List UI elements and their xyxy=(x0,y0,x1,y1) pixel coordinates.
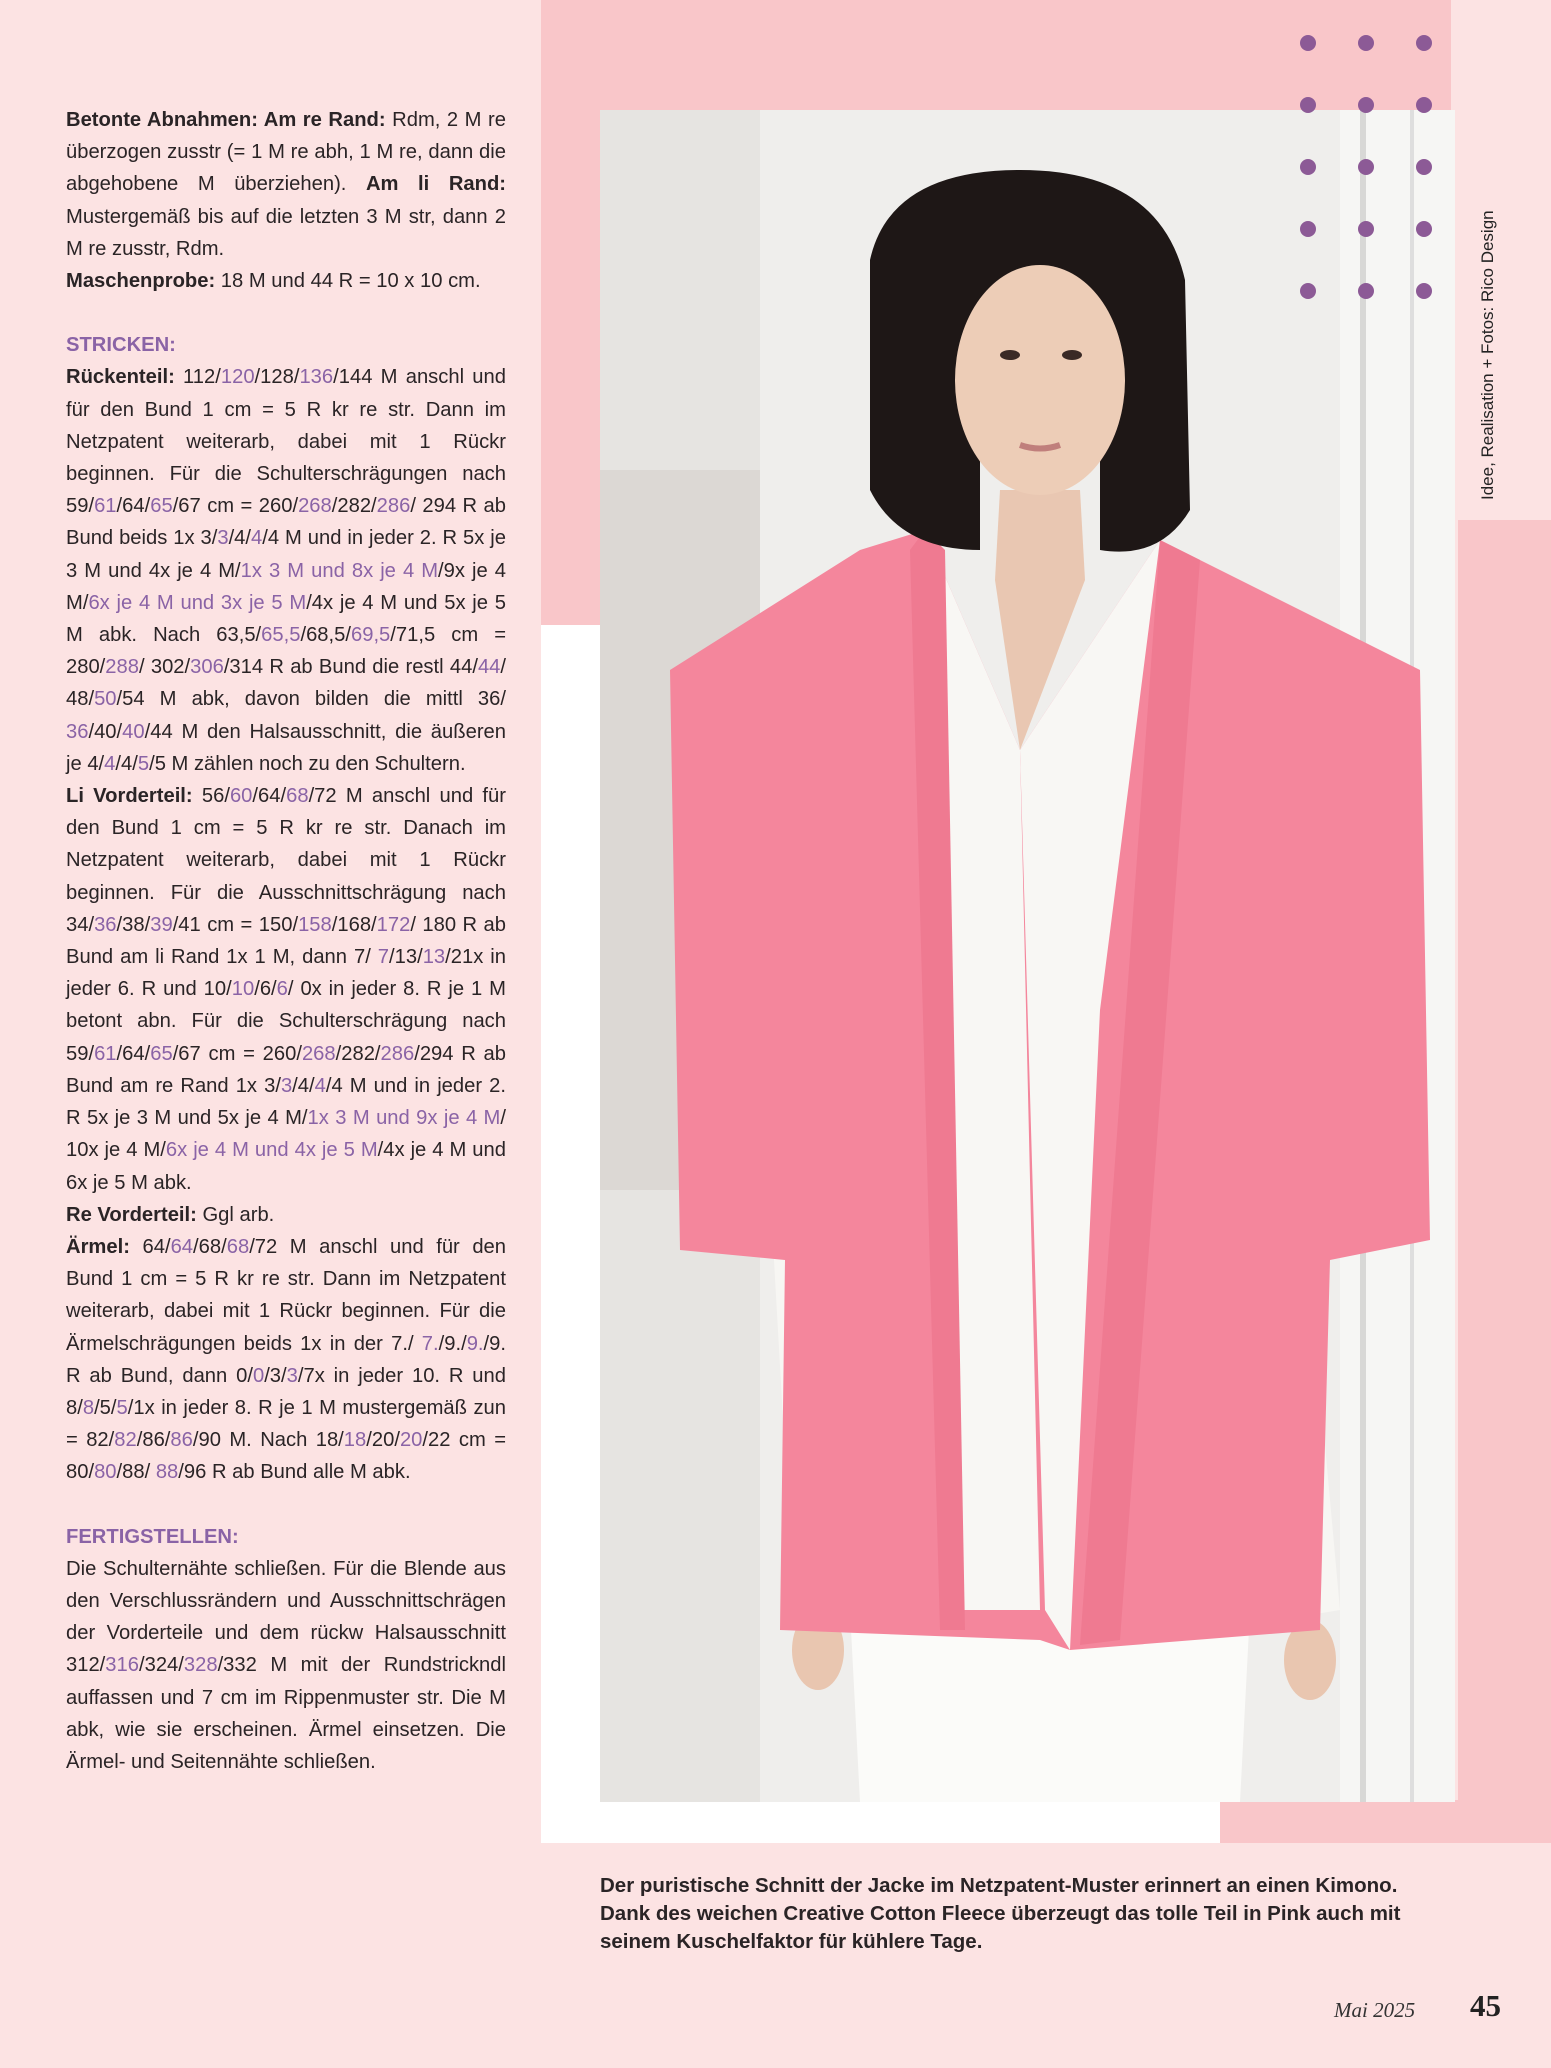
label: Li Vorderteil: xyxy=(66,785,193,808)
size-variant-value: 316 xyxy=(105,1654,139,1677)
size-variant-value: 6x je 4 M und 4x je 5 M xyxy=(165,1139,378,1162)
size-variant-value: 7. xyxy=(421,1332,439,1355)
size-variant-value: 172 xyxy=(376,913,411,936)
text: /64/ xyxy=(116,1042,151,1065)
text: /38/ xyxy=(116,913,151,936)
text: /314 R ab Bund die restl 44/ xyxy=(223,656,478,679)
text: 112/ xyxy=(174,366,221,389)
page-number: 45 xyxy=(1470,1988,1501,2023)
size-variant-value: 5 xyxy=(137,752,150,775)
size-variant-value: 86 xyxy=(170,1429,193,1452)
size-variant-value: 65 xyxy=(150,495,173,518)
text: /128/ xyxy=(254,366,300,389)
left-front-instructions xyxy=(66,780,506,1199)
text: /86/ xyxy=(136,1429,171,1452)
finishing-instructions xyxy=(66,1553,506,1778)
text: /5 M zählen noch zu den Schultern. xyxy=(149,752,466,775)
text: /13/ xyxy=(389,946,423,969)
size-variant-value: 10 xyxy=(231,978,255,1001)
text: /7x in jeder 10. R und 8/ xyxy=(66,1364,506,1419)
dot xyxy=(1300,35,1316,51)
sleeve-instructions xyxy=(66,1231,506,1489)
text: /22 cm = 80/ xyxy=(66,1429,506,1484)
text: /9./ xyxy=(438,1332,467,1355)
text: /68,5/ xyxy=(300,624,351,647)
text: /4x je 4 M und 5x je 5 M abk. Nach 63,5/ xyxy=(66,591,506,647)
size-variant-value: 40 xyxy=(122,720,145,743)
dot xyxy=(1300,283,1316,299)
size-variant-value: 44 xyxy=(477,656,501,679)
text: /41 cm = 150/ xyxy=(172,913,299,936)
text: /20/ xyxy=(366,1429,400,1452)
text: / 10x je 4 M/ xyxy=(66,1107,506,1162)
instructions-column xyxy=(66,104,506,1778)
text: /5/ xyxy=(94,1396,117,1419)
text: /96 R ab Bund alle M abk. xyxy=(178,1461,411,1484)
size-variant-value: 1x 3 M und 8x je 4 M xyxy=(240,559,439,582)
text: / 302/ xyxy=(138,656,191,679)
size-variant-value: 268 xyxy=(298,495,332,518)
size-variant-value: 120 xyxy=(220,366,255,389)
size-variant-value: 20 xyxy=(399,1429,423,1452)
size-variant-value: 268 xyxy=(301,1042,336,1065)
size-variant-value: 3 xyxy=(280,1074,293,1097)
back-piece-instructions xyxy=(66,361,506,780)
text: /324/ xyxy=(138,1654,184,1677)
text: 64/ xyxy=(129,1235,171,1258)
text: /72 M anschl und für den Bund 1 cm = 5 R kr re str. Danach im Netzpatent weiterarb, dabei mit 1 Rückr beginnen. Für die Ausschnittschrägung nach 34/ xyxy=(66,785,506,936)
text: /3/ xyxy=(264,1364,287,1387)
text: /4x je 4 M und 6x je 5 M abk. xyxy=(66,1139,506,1194)
size-variant-value: 7 xyxy=(377,946,390,969)
text: /168/ xyxy=(331,913,377,936)
section-heading-stricken: STRICKEN: xyxy=(66,334,176,357)
size-variant-value: 13 xyxy=(422,946,446,969)
dot xyxy=(1300,221,1316,237)
text: Ggl arb. xyxy=(196,1203,275,1226)
text: Rdm, 2 M re überzogen zusstr (= 1 M re abh, 1 M re, dann die abgehobene M überziehen). xyxy=(66,109,506,196)
size-variant-value: 288 xyxy=(105,656,139,679)
size-variant-value: 39 xyxy=(150,913,173,936)
size-variant-value: 3 xyxy=(286,1364,298,1387)
label: Maschenprobe: xyxy=(66,270,216,293)
text: /21x in jeder 6. R und 10/ xyxy=(66,946,507,1001)
text: /282/ xyxy=(335,1042,381,1065)
text: Die Schulternähte schließen. Für die Blende aus den Verschlussrändern und Ausschnittschrägen der Vorderteile und dem rückw Halsausschnitt 312/ xyxy=(66,1557,506,1677)
size-variant-value: 6x je 4 M und 3x je 5 M xyxy=(88,591,307,614)
size-variant-value: 286 xyxy=(380,1042,415,1065)
label: Am li Rand: xyxy=(365,173,507,196)
size-variant-value: 68 xyxy=(226,1235,250,1258)
size-variant-value: 158 xyxy=(298,913,332,936)
text: /72 M anschl und für den Bund 1 cm = 5 R kr re str. Dann im Netzpatent weiterarb, dabei mit 1 Rückr beginnen. Für die Ärmelschrägungen beids 1x in der 7./ xyxy=(66,1235,506,1355)
text: / 294 R ab Bund beids 1x 3/ xyxy=(66,495,506,550)
size-variant-value: 4 xyxy=(104,752,116,775)
issue-date: Mai 2025 xyxy=(1334,1998,1416,2022)
size-variant-value: 18 xyxy=(343,1429,367,1452)
text: 56/ xyxy=(192,785,230,808)
dot xyxy=(1300,97,1316,113)
size-variant-value: 136 xyxy=(299,366,334,389)
text: /294 R ab Bund am re Rand 1x 3/ xyxy=(66,1042,506,1097)
size-variant-value: 60 xyxy=(229,785,253,808)
size-variant-value: 328 xyxy=(183,1654,218,1677)
size-variant-value: 65 xyxy=(150,1042,173,1065)
text: / 0x in jeder 8. R je 1 M betont abn. Für die Schulterschrägung nach 59/ xyxy=(66,978,506,1065)
label: Ärmel: xyxy=(66,1235,130,1258)
decorative-dot-grid xyxy=(1300,35,1440,305)
text: /4/ xyxy=(115,752,138,775)
text: /40/ xyxy=(88,720,123,743)
size-variant-value: 36 xyxy=(94,913,117,936)
size-variant-value: 88 xyxy=(155,1461,179,1484)
text: /1x in jeder 8. R je 1 M mustergemäß zun = 82/ xyxy=(66,1396,506,1452)
dot xyxy=(1358,97,1374,113)
dot xyxy=(1358,35,1374,51)
right-front-instructions xyxy=(66,1199,506,1231)
pink-bottom-block xyxy=(1220,1800,1551,1843)
dot xyxy=(1358,221,1374,237)
size-variant-value: 36 xyxy=(66,720,89,743)
label: Betonte Abnahmen: Am re Rand: xyxy=(66,109,386,131)
text: /4 M und in jeder 2. R 5x je 3 M und 4x je 4 M/ xyxy=(66,527,506,582)
size-variant-value: 306 xyxy=(190,656,224,679)
text: /90 M. Nach 18/ xyxy=(192,1429,344,1452)
size-variant-value: 286 xyxy=(376,495,411,518)
text: /4 M und in jeder 2. R 5x je 3 M und 5x je 4 M/ xyxy=(66,1074,506,1130)
text: /64/ xyxy=(116,495,151,518)
text: /68/ xyxy=(193,1235,227,1258)
size-variant-value: 3 xyxy=(217,527,229,550)
text: Mustergemäß bis auf die letzten 3 M str, dann 2 M re zusstr, Rdm. xyxy=(66,205,506,260)
text: /4/ xyxy=(228,527,252,550)
text: / 48/ xyxy=(66,656,507,711)
text: / 180 R ab Bund am li Rand 1x 1 M, dann 7/ xyxy=(66,913,506,969)
text: 18 M und 44 R = 10 x 10 cm. xyxy=(215,270,481,293)
photo-credit: Idee, Realisation + Fotos: Rico Design xyxy=(1478,210,1497,500)
decrease-note xyxy=(66,104,506,265)
dot xyxy=(1416,283,1432,299)
label: Rückenteil: xyxy=(66,366,175,389)
dot xyxy=(1358,283,1374,299)
dot xyxy=(1416,221,1432,237)
size-variant-value: 5 xyxy=(116,1396,128,1419)
gauge-note xyxy=(66,265,506,297)
size-variant-value: 68 xyxy=(286,785,309,808)
size-variant-value: 50 xyxy=(94,688,117,711)
dot xyxy=(1416,159,1432,175)
size-variant-value: 61 xyxy=(94,1042,117,1065)
text: /9. R ab Bund, dann 0/ xyxy=(66,1332,506,1387)
size-variant-value: 80 xyxy=(94,1461,117,1484)
text: /54 M abk, davon bilden die mittl 36/ xyxy=(116,688,506,711)
size-variant-value: 69,5 xyxy=(350,624,391,647)
text: /67 cm = 260/ xyxy=(172,1042,302,1065)
dot xyxy=(1416,35,1432,51)
size-variant-value: 0 xyxy=(252,1364,265,1387)
text: /4/ xyxy=(292,1074,315,1097)
text: /67 cm = 260/ xyxy=(172,495,299,518)
size-variant-value: 8 xyxy=(82,1396,95,1419)
text: /88/ xyxy=(116,1461,156,1484)
size-variant-value: 4 xyxy=(251,527,263,550)
text: /9x je 4 M/ xyxy=(66,559,506,614)
size-variant-value: 9. xyxy=(466,1332,484,1355)
text: /6/ xyxy=(254,978,277,1001)
text: /144 M anschl und für den Bund 1 cm = 5 R kr re str. Dann im Netzpatent weiterarb, dabei mit 1 Rückr beginnen. Für die Schulterschrägungen nach 59/ xyxy=(66,366,506,518)
size-variant-value: 6 xyxy=(276,978,288,1001)
size-variant-value: 4 xyxy=(314,1074,326,1097)
pink-side-block xyxy=(1458,520,1551,1843)
size-variant-value: 65,5 xyxy=(261,624,301,647)
label: Re Vorderteil: xyxy=(66,1203,197,1226)
size-variant-value: 82 xyxy=(114,1429,137,1452)
model-photo xyxy=(600,110,1455,1802)
pink-accent-block xyxy=(541,0,601,625)
text: /44 M den Halsausschnitt, die äußeren je 4/ xyxy=(66,720,506,775)
dot xyxy=(1358,159,1374,175)
section-heading-fertigstellen: FERTIGSTELLEN: xyxy=(66,1525,239,1548)
dot xyxy=(1300,159,1316,175)
text: /71,5 cm = 280/ xyxy=(66,624,506,679)
size-variant-value: 61 xyxy=(94,495,117,518)
photo-caption: Der puristische Schnitt der Jacke im Netzpatent-Muster erinnert an einen Kimono. Dank des weichen Creative Cotton Fleece überzeugt das tolle Teil in Pink auch mit seinem Kuschelfaktor für kühlere Tage. xyxy=(600,1874,1401,1953)
text: /64/ xyxy=(252,785,287,808)
size-variant-value: 1x 3 M und 9x je 4 M xyxy=(307,1107,501,1130)
text: /332 M mit der Rundstrickndl auffassen und 7 cm im Rippenmuster str. Die M abk, wie sie erscheinen. Ärmel einsetzen. Die Ärmel- und Seitennähte schließen. xyxy=(66,1654,506,1773)
text: /282/ xyxy=(331,495,377,518)
size-variant-value: 64 xyxy=(170,1235,194,1258)
dot xyxy=(1416,97,1432,113)
